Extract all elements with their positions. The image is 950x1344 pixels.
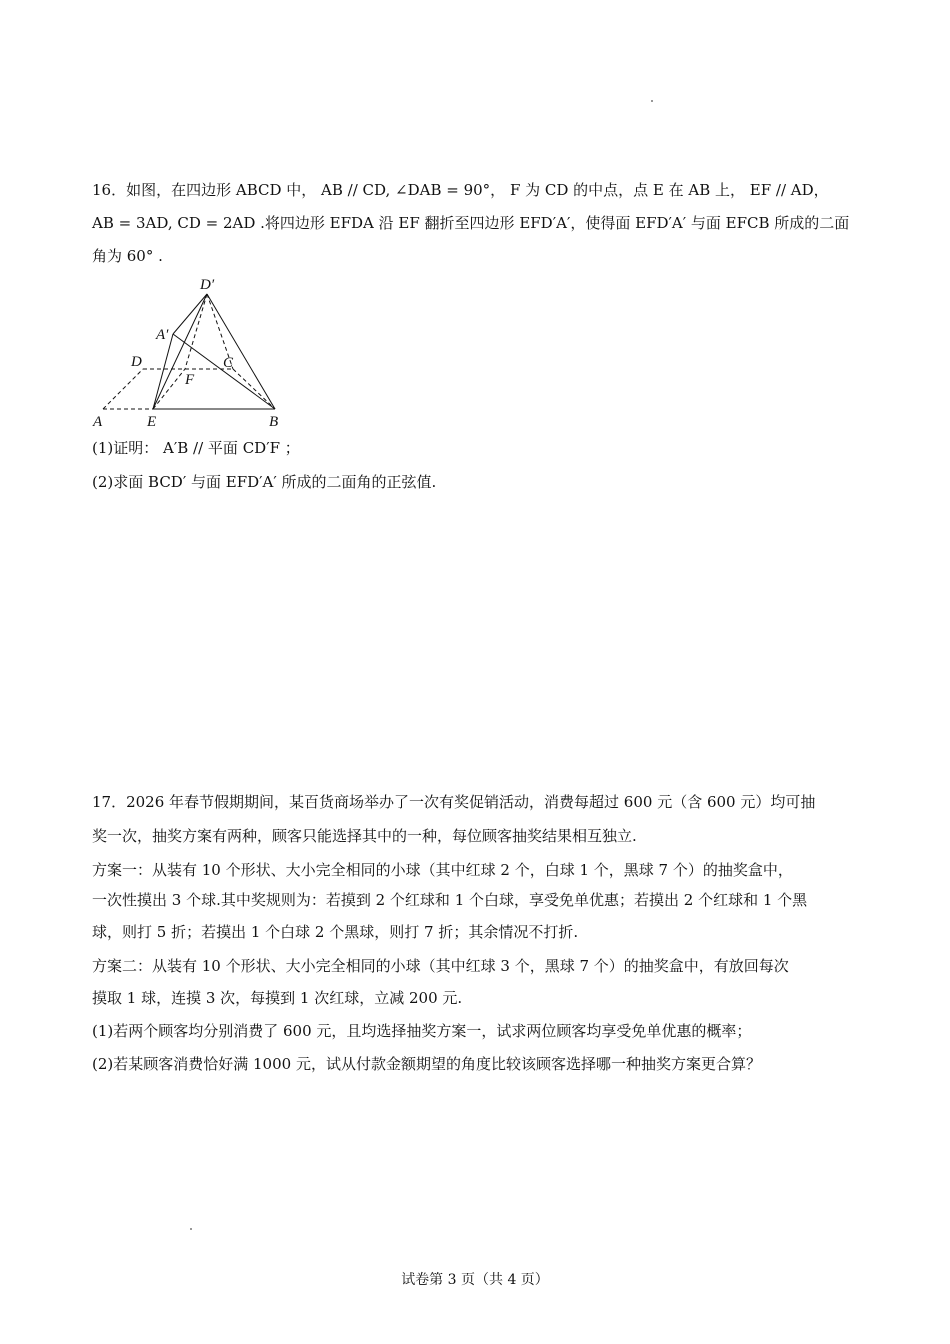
label-A-prime: A′: [156, 327, 169, 343]
label-C: C: [223, 355, 234, 371]
q17-line-2: 奖一次，抽奖方案有两种，顾客只能选择其中的一种，每位顾客抽奖结果相互独立.: [92, 827, 637, 845]
label-D: D: [131, 354, 142, 370]
edge-Dp-F: [185, 294, 207, 369]
label-A: A: [93, 414, 103, 430]
page-footer: 试卷第 3 页（共 4 页）: [401, 1272, 549, 1288]
q16-geometry-figure: [85, 272, 305, 432]
q17-line-4: 一次性摸出 3 个球.其中奖规则为：若摸到 2 个红球和 1 个白球，享受免单优惠；若摸出 2 个红球和 1 个黑: [92, 891, 808, 909]
q17-line-7: 摸取 1 球，连摸 3 次，每摸到 1 次红球，立减 200 元.: [92, 989, 463, 1007]
q16-line-2: AB = 3AD, CD = 2AD .将四边形 EFDA 沿 EF 翻折至四边形 EFD′A′，使得面 EFD′A′ 与面 EFCB 所成的二面: [92, 214, 850, 232]
q17-part-1: (1)若两个顾客均分别消费了 600 元，且均选择抽奖方案一，试求两位顾客均享受免单优惠的概率；: [92, 1022, 752, 1040]
q17-line-3: 方案一：从装有 10 个形状、大小完全相同的小球（其中红球 2 个，白球 1 个，黑球 7 个）的抽奖盒中，: [92, 861, 793, 879]
q17-part-2: (2)若某顾客消费恰好满 1000 元，试从付款金额期望的角度比较该顾客选择哪一种抽奖方案更合算？: [92, 1055, 761, 1073]
q16-line-3: 角为 60° .: [92, 247, 163, 265]
q17-line-5: 球，则打 5 折；若摸出 1 个白球 2 个黑球，则打 7 折；其余情况不打折.: [92, 923, 579, 941]
scan-dot-bottom: [190, 1228, 192, 1230]
q16-line-1: 16．如图，在四边形 ABCD 中， AB // CD, ∠DAB = 90°， F 为 CD 的中点，点 E 在 AB 上， EF // AD，: [92, 181, 829, 199]
edge-Dp-B: [207, 294, 275, 409]
scan-dot-top: [651, 100, 653, 102]
q16-part-1: (1)证明： A′B // 平面 CD′F ；: [92, 439, 300, 457]
edge-Ap-Dp: [173, 294, 207, 334]
q16-part-2: (2)求面 BCD′ 与面 EFD′A′ 所成的二面角的正弦值.: [92, 473, 437, 491]
edge-AD: [103, 369, 143, 409]
q17-line-1: 17．2026 年春节假期期间，某百货商场举办了一次有奖促销活动，消费每超过 600 元（含 600 元）均可抽: [92, 793, 816, 811]
label-D-prime: D′: [200, 277, 215, 293]
q17-line-6: 方案二：从装有 10 个形状、大小完全相同的小球（其中红球 3 个，黑球 7 个）的抽奖盒中，有放回每次: [92, 957, 789, 975]
label-F: F: [185, 372, 195, 388]
edge-E-Dp: [153, 294, 207, 409]
edge-CB-dashed: [233, 369, 275, 409]
label-B: B: [269, 414, 279, 430]
edge-E-Ap: [153, 334, 173, 409]
label-E: E: [147, 414, 157, 430]
